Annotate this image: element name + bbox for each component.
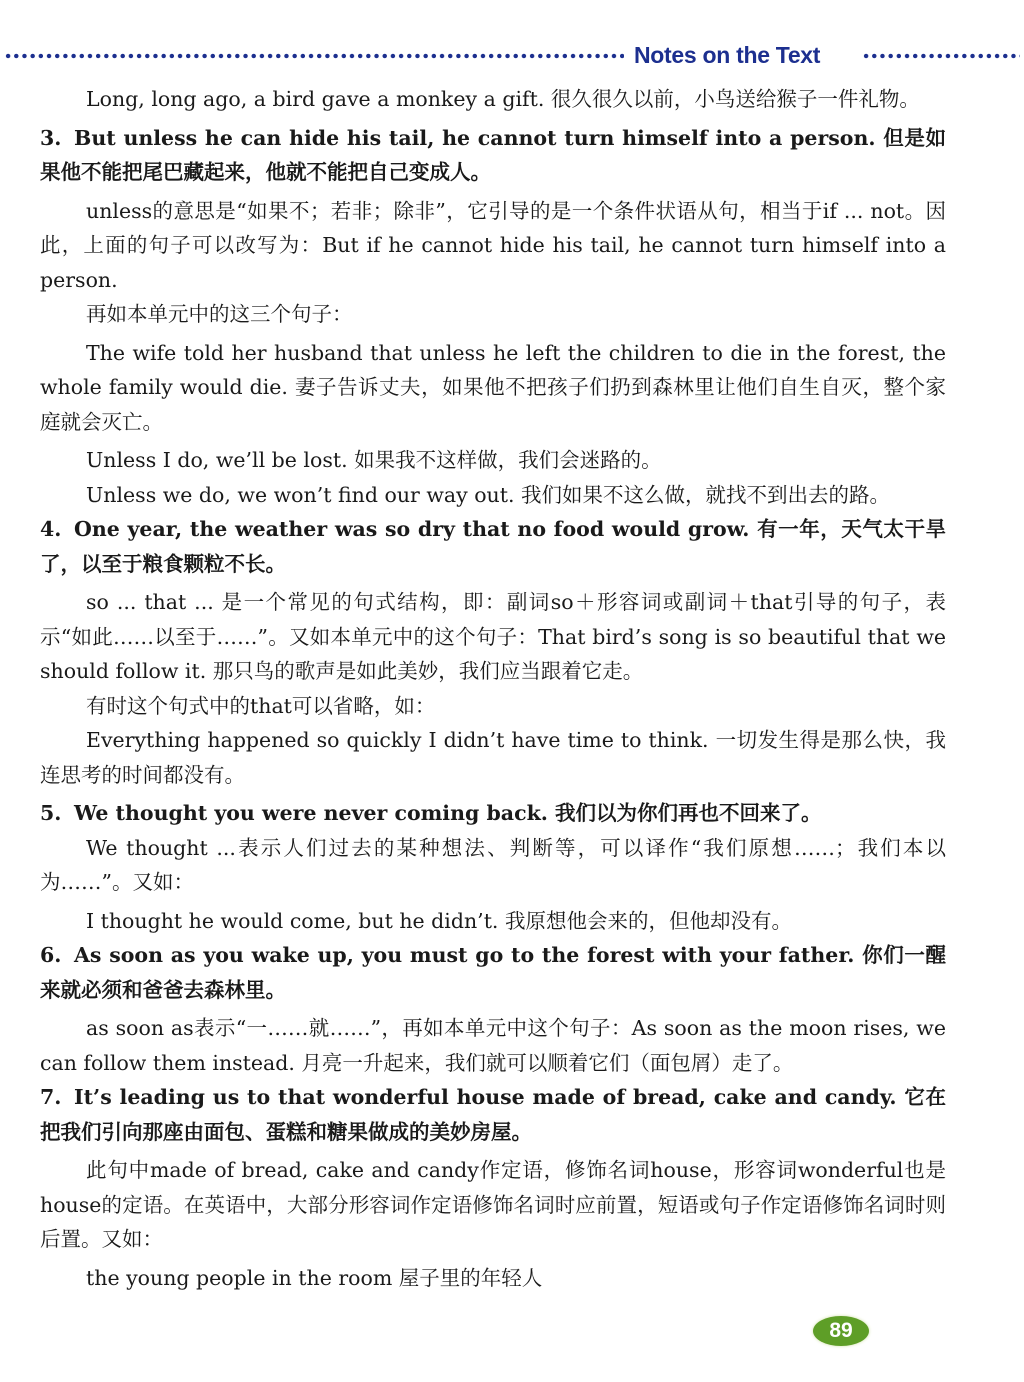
note-heading-text: As soon as you wake up, you must go to the forest with your father. 你们一醒来就必须和爸爸去森林里。: [40, 943, 946, 1002]
note-heading-text: One year, the weather was so dry that no food would grow. 有一年，天气太干旱了，以至于粮食颗粒不长。: [40, 517, 946, 576]
example-sentence: Unless we do, we won’t find our way out. 我们如果不这么做，就找不到出去的路。: [86, 482, 891, 507]
note-number: 4.: [40, 517, 62, 541]
note-number: 6.: [40, 943, 62, 967]
section-title: Notes on the Text: [634, 42, 821, 68]
note-number: 7.: [40, 1085, 62, 1109]
dotted-rule-right: [862, 51, 1020, 61]
example-sentence: the young people in the room 屋子里的年轻人: [86, 1265, 543, 1290]
example-sentence: Long, long ago, a bird gave a monkey a gift. 很久很久以前，小鸟送给猴子一件礼物。: [86, 87, 920, 111]
explanation-paragraph: as soon as表示“一……就……”，再如本单元中这个句子：As soon as the moon rises, we can follow them instead. 月亮一升起来，我们就可以顺着它们（面包屑）走了。: [40, 1016, 946, 1075]
example-sentence: Everything happened so quickly I didn’t have time to think. 一切发生得是那么快，我连思考的时间都没有。: [40, 728, 946, 787]
example-sentence: Unless I do, we’ll be lost. 如果我不这样做，我们会迷路的。: [86, 448, 662, 472]
note-heading-5: [40, 796, 946, 831]
explanation-paragraph: 有时这个句式中的that可以省略，如：: [86, 693, 436, 718]
note-heading-4: [40, 512, 946, 581]
section-header: [0, 42, 1024, 72]
explanation-paragraph: 此句中made of bread, cake and candy作定语，修饰名词house，形容词wonderful也是house的定语。在英语中，大部分形容词作定语修饰名词时应前置，短语或句子作定语修饰名词时则后置。又如：: [40, 1158, 946, 1251]
explanation-paragraph: unless的意思是“如果不；若非；除非”，它引导的是一个条件状语从句，相当于if ... not。因此，上面的句子可以改写为：But if he cannot hide his tail, he cannot turn himself into a person.: [40, 198, 946, 292]
explanation-paragraph: so ... that ... 是一个常见的句式结构，即：副词so＋形容词或副词＋that引导的句子，表示“如此……以至于……”。又如本单元中的这个句子：That bird’s song is so beautiful that we should follow it. 那只鸟的歌声是如此美妙，我们应当跟着它走。: [40, 590, 946, 683]
note-heading-text: We thought you were never coming back. 我们以为你们再也不回来了。: [74, 801, 822, 825]
page-number-badge: 89: [813, 1316, 869, 1346]
example-sentence: I thought he would come, but he didn’t. 我原想他会来的，但他却没有。: [86, 908, 792, 933]
dotted-rule-left: [4, 51, 624, 61]
note-number: 5.: [40, 801, 62, 825]
explanation-paragraph: We thought ...表示人们过去的某种想法、判断等，可以译作“我们原想……；我们本以为……”。又如：: [40, 835, 946, 894]
note-heading-7: [40, 1080, 946, 1149]
note-number: 3.: [40, 125, 62, 150]
note-heading-6: [40, 938, 946, 1007]
explanation-paragraph: 再如本单元中的这三个句子：: [86, 302, 353, 326]
example-sentence: The wife told her husband that unless he left the children to die in the forest, the whole family would die. 妻子告诉丈夫，如果他不把孩子们扔到森林里让他们自生自灭，整个家庭就会灭亡。: [40, 340, 946, 434]
page-body: [40, 82, 946, 1295]
note-heading-3: [40, 121, 946, 190]
note-heading-text: But unless he can hide his tail, he cannot turn himself into a person. 但是如果他不能把尾巴藏起来，他就不能把自己变成人。: [40, 125, 946, 184]
note-heading-text: It’s leading us to that wonderful house made of bread, cake and candy. 它在把我们引向那座由面包、蛋糕和糖果做成的美妙房屋。: [40, 1085, 946, 1144]
